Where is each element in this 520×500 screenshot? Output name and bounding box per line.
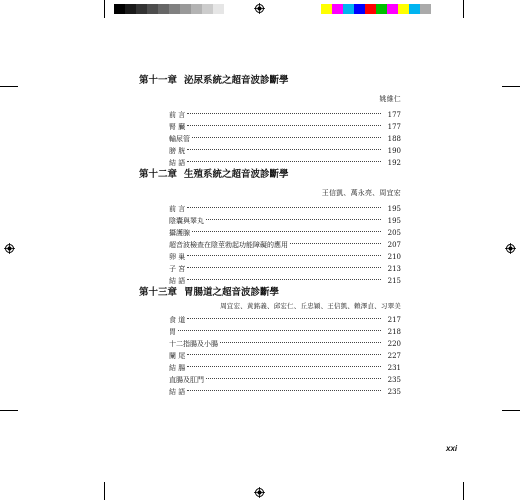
toc-entry-title: 攝護腺 [169, 229, 190, 237]
toc-entry-page: 207 [387, 241, 401, 249]
toc-entry[interactable] [169, 314, 401, 326]
dot-leader [187, 255, 381, 256]
chapter-heading [139, 166, 401, 180]
crop-mark [0, 86, 18, 87]
calibration-swatch [147, 4, 158, 14]
toc-entry-title: 胃 [169, 328, 176, 336]
dot-leader [206, 378, 381, 379]
dot-leader [192, 137, 381, 138]
toc-entry-page: 190 [387, 147, 401, 155]
dot-leader [187, 366, 381, 367]
toc-entry-title: 結 語 [169, 277, 186, 285]
dot-leader [187, 354, 381, 355]
calibration-swatch [354, 4, 365, 14]
calibration-swatch [409, 4, 420, 14]
toc-entry-page: 235 [387, 388, 401, 396]
chapter-section [139, 284, 401, 398]
crop-mark [104, 0, 105, 18]
toc-entry[interactable] [169, 326, 401, 338]
grey-calibration-strip [114, 4, 224, 14]
toc-entry-title: 腎 臟 [169, 123, 186, 131]
toc-entry-title: 結 腸 [169, 364, 186, 372]
toc-entry-page: 177 [387, 123, 401, 131]
toc-entry-title: 結 語 [169, 388, 186, 396]
toc-entry-page: 220 [387, 340, 401, 348]
dot-leader [192, 231, 381, 232]
toc-entry[interactable] [169, 386, 401, 398]
toc-entry-title: 結 語 [169, 159, 186, 167]
toc-entry[interactable] [169, 227, 401, 239]
toc-entry-title: 食 道 [169, 316, 186, 324]
toc-entry[interactable] [169, 145, 401, 157]
toc-entry-title: 前 言 [169, 111, 186, 119]
dot-leader [187, 267, 381, 268]
toc-entry-page: 188 [387, 135, 401, 143]
calibration-swatch [136, 4, 147, 14]
toc-entry[interactable] [169, 251, 401, 263]
toc-entry[interactable] [169, 215, 401, 227]
toc-entry-title: 直腸及肛門 [169, 376, 204, 384]
chapter-heading [139, 284, 401, 298]
toc-entry-title: 子 宮 [169, 265, 186, 273]
chapter-title: 胃腸道之超音波診斷學 [184, 287, 280, 298]
toc-entry-list [169, 109, 401, 169]
dot-leader [187, 318, 381, 319]
toc-entry-title: 超音波檢查在陰莖勃起功能障礙的應用 [169, 241, 288, 249]
toc-entry[interactable] [169, 121, 401, 133]
crop-mark [502, 86, 520, 87]
calibration-swatch [321, 4, 332, 14]
toc-entry[interactable] [169, 133, 401, 145]
dot-leader [220, 342, 381, 343]
dot-leader [206, 219, 381, 220]
crop-mark [104, 482, 105, 500]
registration-mark-icon [4, 243, 15, 254]
chapter-number: 第十一章 [139, 75, 178, 86]
toc-entry-page: 195 [387, 217, 401, 225]
calibration-swatch [420, 4, 431, 14]
toc-entry-page: 210 [387, 253, 401, 261]
chapter-authors: 周宜宏、黃銘義、邱宏仁、丘忠穎、王信凱、賴澤貞、习翠美 [220, 302, 401, 310]
calibration-swatch [376, 4, 387, 14]
calibration-swatch [387, 4, 398, 14]
dot-leader [187, 207, 381, 208]
toc-entry-title: 闌 尾 [169, 352, 186, 360]
dot-leader [187, 125, 381, 126]
registration-mark-icon [254, 3, 265, 14]
toc-entry[interactable] [169, 239, 401, 251]
calibration-swatch [332, 4, 343, 14]
toc-entry-page: 177 [387, 111, 401, 119]
toc-entry-page: 215 [387, 277, 401, 285]
calibration-swatch [169, 4, 180, 14]
toc-entry-page: 213 [387, 265, 401, 273]
color-calibration-strip [321, 4, 431, 14]
calibration-swatch [202, 4, 213, 14]
chapter-authors: 王信凱、萬永亮、周宜宏 [321, 189, 401, 197]
toc-entry-list [169, 203, 401, 287]
crop-mark [463, 0, 464, 18]
calibration-swatch [398, 4, 409, 14]
crop-mark [0, 410, 18, 411]
registration-mark-icon [505, 243, 516, 254]
page-number: xxi [446, 444, 458, 453]
chapter-authors: 姚維仁 [379, 95, 401, 103]
chapter-section [139, 72, 401, 169]
toc-entry-title: 前 言 [169, 205, 186, 213]
dot-leader [187, 113, 381, 114]
chapter-number: 第十二章 [139, 169, 178, 180]
toc-entry[interactable] [169, 263, 401, 275]
toc-entry-title: 膀 胱 [169, 147, 186, 155]
toc-entry-page: 205 [387, 229, 401, 237]
toc-entry-page: 217 [387, 316, 401, 324]
calibration-swatch [191, 4, 202, 14]
chapter-title: 泌尿系統之超音波診斷學 [184, 75, 289, 86]
toc-entry-title: 陰囊與睪丸 [169, 217, 204, 225]
toc-entry[interactable] [169, 362, 401, 374]
dot-leader [290, 243, 381, 244]
toc-entry[interactable] [169, 109, 401, 121]
chapter-heading [139, 72, 401, 86]
dot-leader [187, 390, 381, 391]
crop-mark [463, 482, 464, 500]
toc-entry-page: 235 [387, 376, 401, 384]
toc-entry[interactable] [169, 203, 401, 215]
dot-leader [178, 330, 381, 331]
dot-leader [187, 161, 381, 162]
calibration-swatch [114, 4, 125, 14]
calibration-swatch [158, 4, 169, 14]
toc-entry[interactable] [169, 374, 401, 386]
calibration-swatch [365, 4, 376, 14]
calibration-swatch [343, 4, 354, 14]
chapter-section [139, 166, 401, 287]
toc-entry-title: 十二指腸及小腸 [169, 340, 218, 348]
toc-entry-page: 231 [387, 364, 401, 372]
toc-entry-page: 218 [387, 328, 401, 336]
toc-entry-title: 卵 巢 [169, 253, 186, 261]
toc-entry-page: 195 [387, 205, 401, 213]
toc-entry-page: 192 [387, 159, 401, 167]
calibration-swatch [180, 4, 191, 14]
chapter-number: 第十三章 [139, 287, 178, 298]
toc-entry[interactable] [169, 338, 401, 350]
calibration-swatch [213, 4, 224, 14]
dot-leader [187, 149, 381, 150]
chapter-title: 生殖系統之超音波診斷學 [184, 169, 289, 180]
toc-entry-title: 輸尿管 [169, 135, 190, 143]
toc-entry-list [169, 314, 401, 398]
crop-mark [502, 410, 520, 411]
registration-mark-icon [254, 487, 265, 498]
calibration-swatch [125, 4, 136, 14]
toc-entry-page: 227 [387, 352, 401, 360]
dot-leader [187, 279, 381, 280]
toc-entry[interactable] [169, 350, 401, 362]
